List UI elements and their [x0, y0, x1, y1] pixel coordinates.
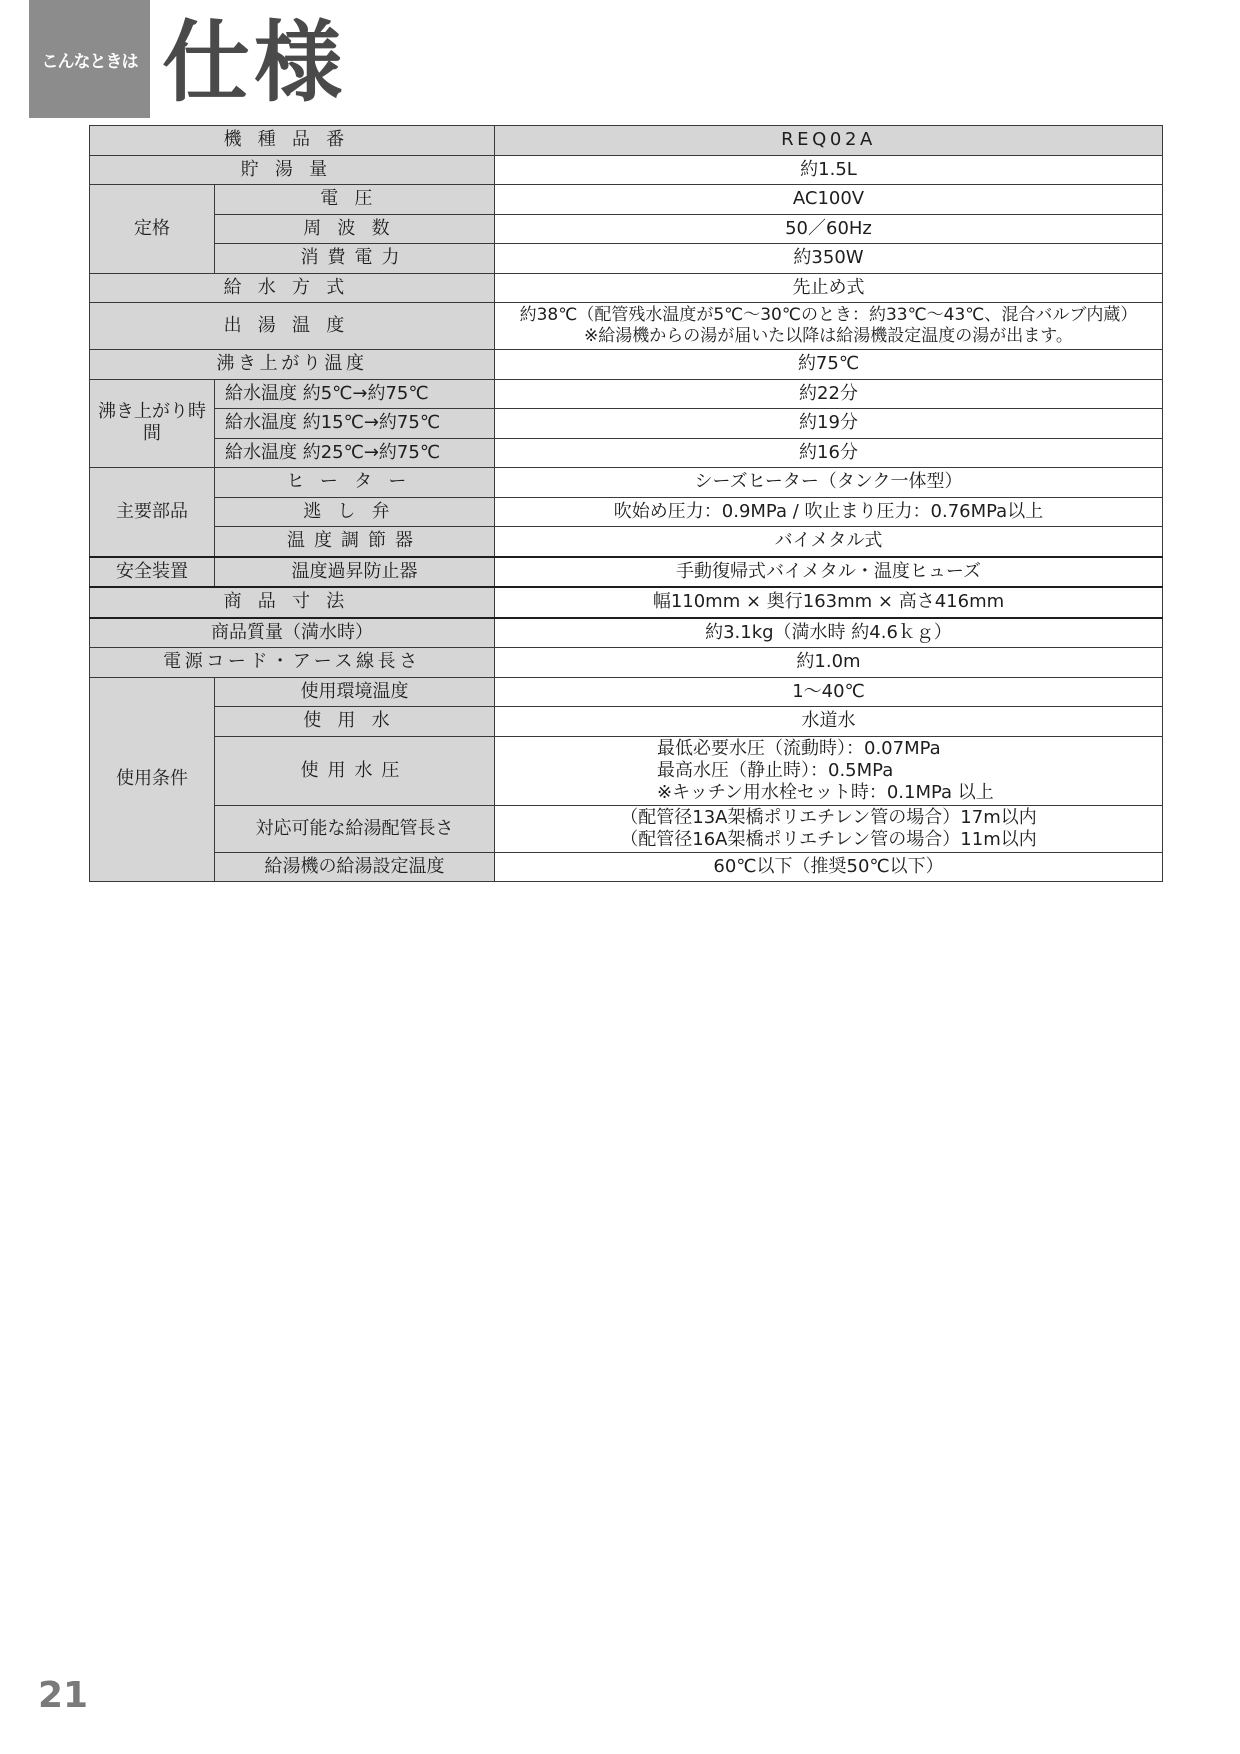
page-title: 仕様: [162, 11, 347, 114]
row-value-boil-time-25: 約16分: [495, 438, 1163, 468]
table-row: [90, 587, 1163, 618]
row-label-safety: 温度過昇防止器: [215, 557, 495, 588]
page-number: 21: [38, 1675, 89, 1716]
table-row: [90, 618, 1163, 648]
row-label-heater: ヒーター: [215, 468, 495, 498]
row-label-frequency: 周波数: [215, 214, 495, 244]
table-row: [90, 438, 1163, 468]
water-pressure-line3: ※キッチン用水栓セット時：0.1MPa 以上: [657, 781, 994, 803]
row-label-env-temp: 使用環境温度: [215, 677, 495, 707]
table-row: [90, 648, 1163, 678]
table-row: [90, 214, 1163, 244]
row-value-power: 約350W: [495, 244, 1163, 274]
outlet-temp-line2: ※給湯機からの湯が届いた以降は給湯機設定温度の湯が出ます。: [584, 326, 1073, 346]
table-row: [90, 736, 1163, 805]
table-row: [90, 557, 1163, 588]
table-row: [90, 185, 1163, 215]
row-label-boil-time-15: 給水温度 約15℃→約75℃: [215, 409, 495, 439]
row-value-boil-time-15: 約19分: [495, 409, 1163, 439]
table-row: [90, 852, 1163, 882]
row-label-dimensions: 商品寸法: [90, 587, 495, 618]
row-label-outlet-temp: 出湯温度: [90, 303, 495, 350]
table-row: [90, 379, 1163, 409]
row-value-relief-valve: 吹始め圧力：0.9MPa / 吹止まり圧力：0.76MPa以上: [495, 497, 1163, 527]
row-value-supply-method: 先止め式: [495, 273, 1163, 303]
table-row: [90, 244, 1163, 274]
row-value-thermostat: バイメタル式: [495, 527, 1163, 557]
group-label-rating: 定格: [90, 185, 215, 274]
table-row: [90, 805, 1163, 852]
row-label-supply-method: 給水方式: [90, 273, 495, 303]
row-label-water-pressure: 使用水圧: [215, 736, 495, 805]
group-label-conditions: 使用条件: [90, 677, 215, 882]
row-label-storage: 貯湯量: [90, 155, 495, 185]
spec-table: [89, 125, 1163, 882]
row-value-frequency: 50／60Hz: [495, 214, 1163, 244]
row-label-boil-temp: 沸き上がり温度: [90, 350, 495, 380]
row-value-safety: 手動復帰式バイメタル・温度ヒューズ: [495, 557, 1163, 588]
row-value-boil-time-5: 約22分: [495, 379, 1163, 409]
table-row: [90, 155, 1163, 185]
row-label-weight: 商品質量（満水時）: [90, 618, 495, 648]
row-label-boil-time-5: 給水温度 約5℃→約75℃: [215, 379, 495, 409]
row-value-storage: 約1.5L: [495, 155, 1163, 185]
pipe-length-line2: （配管径16A架橋ポリエチレン管の場合）11m以内: [620, 828, 1037, 850]
row-label-thermostat: 温度調節器: [215, 527, 495, 557]
row-value-cord: 約1.0m: [495, 648, 1163, 678]
row-value-boil-temp: 約75℃: [495, 350, 1163, 380]
table-row: [90, 707, 1163, 737]
table-row: [90, 677, 1163, 707]
row-label-heater-setting: 給湯機の給湯設定温度: [215, 852, 495, 882]
row-value-env-temp: 1～40℃: [495, 677, 1163, 707]
row-label-power: 消費電力: [215, 244, 495, 274]
row-value-model: REQ02A: [495, 126, 1163, 156]
row-value-water: 水道水: [495, 707, 1163, 737]
table-row: [90, 527, 1163, 557]
water-pressure-line2: 最高水圧（静止時）：0.5MPa: [657, 759, 894, 781]
row-label-relief-valve: 逃し弁: [215, 497, 495, 527]
row-label-model: 機種品番: [90, 126, 495, 156]
row-label-pipe-length: 対応可能な給湯配管長さ: [215, 805, 495, 852]
table-row: [90, 273, 1163, 303]
row-value-outlet-temp: [495, 303, 1163, 350]
table-row: [90, 497, 1163, 527]
row-value-pipe-length: [495, 805, 1163, 852]
group-label-boil-time: 沸き上がり時間: [90, 379, 215, 468]
table-row: [90, 303, 1163, 350]
row-value-heater: シーズヒーター（タンク一体型）: [495, 468, 1163, 498]
row-value-voltage: AC100V: [495, 185, 1163, 215]
row-label-boil-time-25: 給水温度 約25℃→約75℃: [215, 438, 495, 468]
water-pressure-line1: 最低必要水圧（流動時）：0.07MPa: [657, 737, 941, 759]
section-tag: こんなときは: [29, 0, 150, 118]
row-label-voltage: 電圧: [215, 185, 495, 215]
row-value-water-pressure: [495, 736, 1163, 805]
row-value-dimensions: 幅110mm × 奥行163mm × 高さ416mm: [495, 587, 1163, 618]
group-label-main-parts: 主要部品: [90, 468, 215, 557]
pipe-length-line1: （配管径13A架橋ポリエチレン管の場合）17m以内: [620, 806, 1037, 828]
table-row: [90, 350, 1163, 380]
table-row: [90, 126, 1163, 156]
row-value-heater-setting: 60℃以下（推奨50℃以下）: [495, 852, 1163, 882]
outlet-temp-line1: 約38℃（配管残水温度が5℃～30℃のとき：約33℃～43℃、混合バルブ内蔵）: [519, 305, 1138, 325]
row-label-cord: 電源コード・アース線長さ: [90, 648, 495, 678]
table-row: [90, 468, 1163, 498]
row-value-weight: 約3.1kg（満水時 約4.6ｋｇ）: [495, 618, 1163, 648]
group-label-safety: 安全装置: [90, 557, 215, 588]
row-label-water: 使用水: [215, 707, 495, 737]
table-row: [90, 409, 1163, 439]
